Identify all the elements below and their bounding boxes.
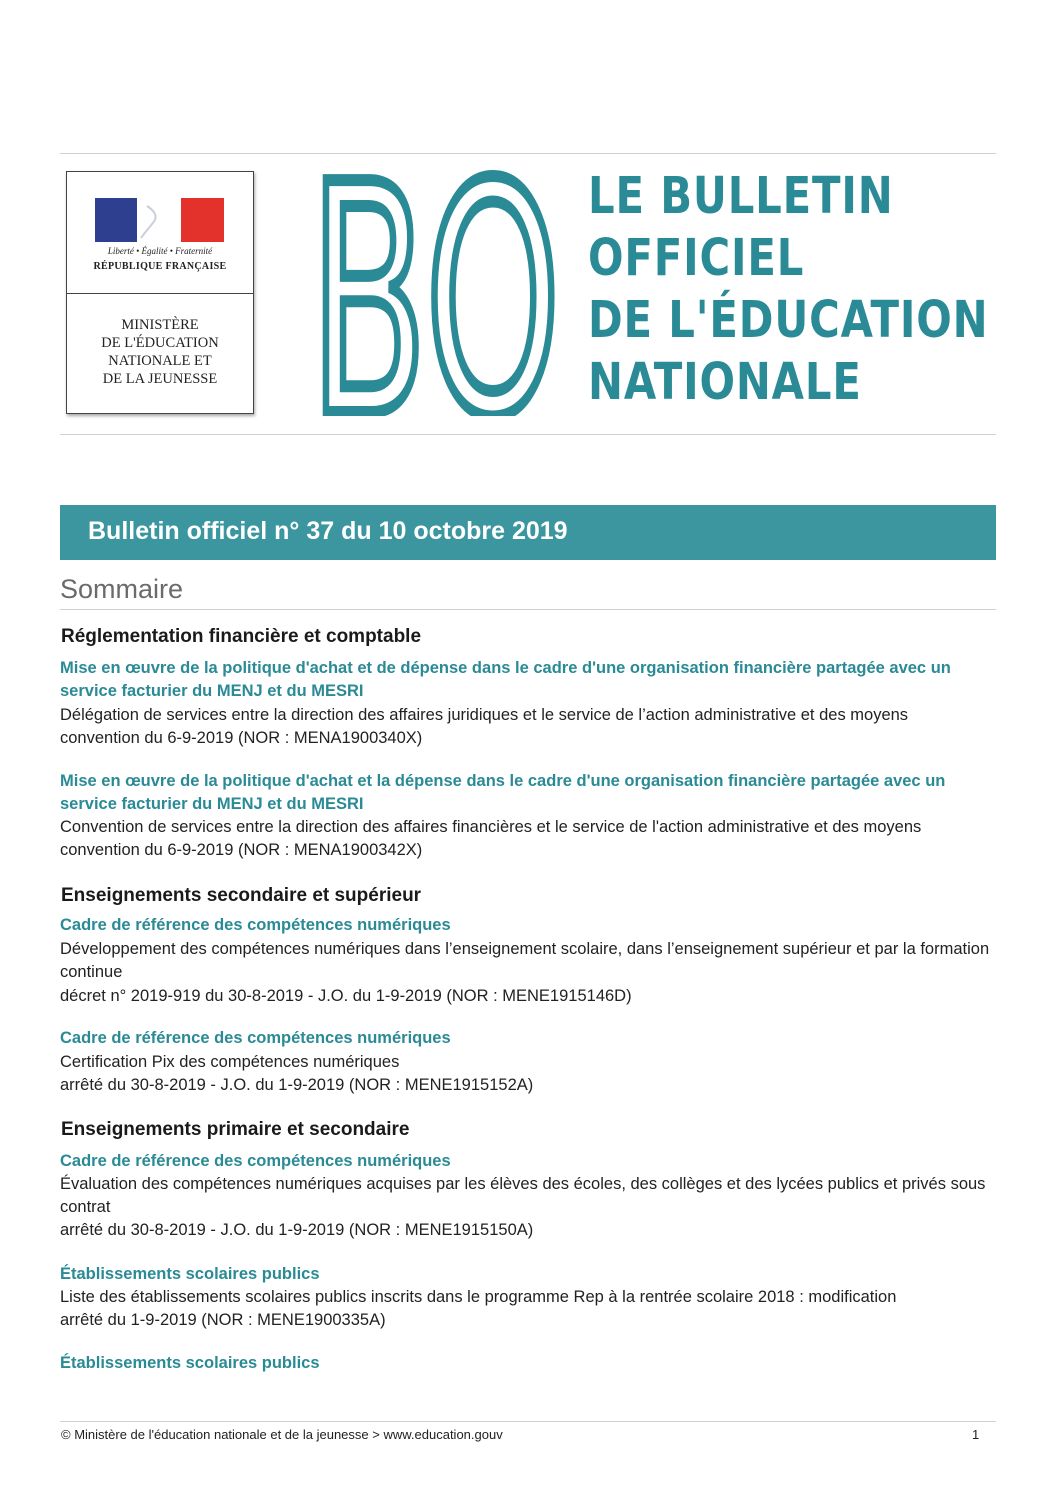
- issue-banner: [60, 505, 996, 560]
- entry-description: Délégation de services entre la direction des affaires juridiques et le service de l’action administrative et des moyens: [60, 706, 909, 724]
- sommaire-rule: [60, 609, 996, 610]
- entry-reference: arrêté du 30-8-2019 - J.O. du 1-9-2019 (NOR : MENE1915152A): [60, 1076, 534, 1094]
- header-top-rule: [60, 153, 996, 154]
- issue-title: Bulletin officiel n° 37 du 10 octobre 2019: [88, 517, 568, 545]
- bo-letters-logo: [305, 168, 565, 416]
- bulletin-title-line: NATIONALE: [588, 353, 862, 412]
- footer-rule: [60, 1421, 996, 1422]
- entry-link[interactable]: Mise en œuvre de la politique d'achat et la dépense dans le cadre d'une organisation financière partagée avec un service facturier du MENJ et du MESRI: [60, 772, 946, 813]
- republic-motto: Liberté • Égalité • Fraternité: [107, 246, 213, 256]
- entry-link[interactable]: Cadre de référence des compétences numériques: [60, 916, 451, 934]
- section-title: Enseignements secondaire et supérieur: [61, 885, 422, 906]
- entry-description: Évaluation des compétences numériques acquises par les élèves des écoles, des collèges et des lycées publics et privés sous contrat: [60, 1175, 986, 1216]
- bulletin-title-line: DE L'ÉDUCATION: [588, 291, 989, 350]
- page-number: 1: [972, 1427, 980, 1442]
- entry-reference: arrêté du 30-8-2019 - J.O. du 1-9-2019 (NOR : MENE1915150A): [60, 1221, 534, 1239]
- bulletin-title-line: LE BULLETIN: [588, 167, 894, 226]
- bulletin-title-line: OFFICIEL: [588, 229, 805, 288]
- section-title: Enseignements primaire et secondaire: [61, 1119, 410, 1140]
- entry-description: Développement des compétences numériques dans l’enseignement scolaire, dans l’enseignement supérieur et par la formation continue: [60, 940, 990, 981]
- entry-reference: arrêté du 1-9-2019 (NOR : MENE1900335A): [60, 1311, 386, 1329]
- entry-link[interactable]: Établissements scolaires publics: [60, 1354, 320, 1372]
- entry-reference: convention du 6-9-2019 (NOR : MENA1900340X): [60, 729, 423, 747]
- ministry-logo: [66, 171, 254, 414]
- bulletin-title: [588, 166, 988, 414]
- sommaire-heading: Sommaire: [60, 574, 184, 604]
- ministry-name: MINISTÈRE DE L'ÉDUCATION NATIONALE ET DE LA JEUNESSE: [101, 317, 219, 387]
- republique-francaise-label: RÉPUBLIQUE FRANÇAISE: [93, 261, 227, 272]
- entry-description: Certification Pix des compétences numériques: [60, 1053, 400, 1071]
- entry-reference: décret n° 2019-919 du 30-8-2019 - J.O. du 1-9-2019 (NOR : MENE1915146D): [60, 987, 632, 1005]
- header-bottom-rule: [60, 434, 996, 435]
- entry-link[interactable]: Cadre de référence des compétences numériques: [60, 1029, 451, 1047]
- marianne-block: [67, 172, 253, 294]
- section-title: Réglementation financière et comptable: [61, 626, 422, 647]
- entry-link[interactable]: Cadre de référence des compétences numériques: [60, 1152, 451, 1170]
- footer-copyright: © Ministère de l'éducation nationale et de la jeunesse > www.education.gouv: [61, 1427, 503, 1442]
- entry-link[interactable]: Mise en œuvre de la politique d'achat et de dépense dans le cadre d'une organisation financière partagée avec un service facturier du MENJ et du MESRI: [60, 659, 951, 700]
- bo-letters: BO: [309, 168, 561, 416]
- entry-description: Liste des établissements scolaires publics inscrits dans le programme Rep à la rentrée scolaire 2018 : modification: [60, 1288, 897, 1306]
- marianne-flag-icon: [95, 198, 224, 242]
- entry-description: Convention de services entre la direction des affaires financières et le service de l'action administrative et des moyens: [60, 818, 922, 836]
- entry-link[interactable]: Établissements scolaires publics: [60, 1265, 320, 1283]
- entry-reference: convention du 6-9-2019 (NOR : MENA1900342X): [60, 841, 423, 859]
